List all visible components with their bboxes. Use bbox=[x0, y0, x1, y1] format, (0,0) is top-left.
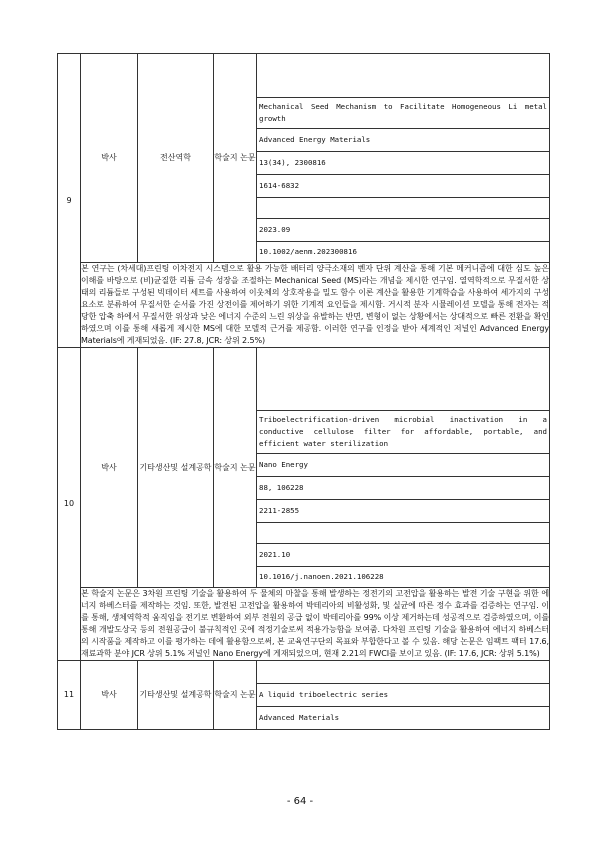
record-9-top-row bbox=[58, 54, 550, 98]
publication-date: 2021.10 bbox=[259, 550, 291, 559]
publication-type-cell: 학술지 논문 bbox=[214, 54, 257, 263]
publication-type-cell: 학술지 논문 bbox=[214, 348, 257, 588]
issn: 1614-6832 bbox=[259, 181, 300, 190]
record-number: 10 bbox=[58, 348, 81, 661]
summary-text: 본 학술지 논문은 3차원 프린팅 기술을 활용하여 두 물체의 마찰을 통해 발생하는 정전기의 고전압을 활용하는 발전 기술 구현을 위한 에너지 하베스터를 제작하는 것임. 또한, 발전된 고전압을 활용하여 박테리아의 비활성화, 및 실균에 따른 정수 효과를 검증하는 연구임. 이를 통해, 생체역학적 움직임을 전기로 변환하여 외부 전원의 공급 없이 박테리아를 99% 이상 제거하는데 성공적으로 검증하였으며, 이를 통해 개발도상국 등의 전원공급이 불규칙적인 곳에 적정기술로써 적용가능함을 보여줌. 다차원 프린팅 기술을 활용하여 에너지 하베스터의 시작품을 제작하고 이를 평가하는 데에 활용함으로써, 본 교육연구단의 목표와 부합한다고 볼 수 있음. 해당 논문은 임팩트 팩터 17.6, 재료과학 분야 JCR 상위 5.1% 저널인 Nano Energy에 게재되었으며, 현재 2.21의 FWCI를 보이고 있음. (IF: 17.6, JCR: 상위 5.1%) bbox=[81, 588, 550, 661]
doi: 10.1016/j.nanoen.2021.106228 bbox=[259, 572, 384, 581]
degree-cell: 박사 bbox=[81, 661, 138, 730]
paper-title: A liquid triboelectric series bbox=[259, 690, 389, 699]
journal-name: Advanced Energy Materials bbox=[259, 135, 371, 144]
field-cell: 전산역학 bbox=[138, 54, 214, 263]
publication-date: 2023.09 bbox=[259, 225, 291, 234]
field-cell: 기타생산및 설계공학 bbox=[138, 348, 214, 588]
empty-cell bbox=[257, 348, 550, 411]
empty-cell bbox=[257, 54, 550, 98]
journal-name: Advanced Materials bbox=[259, 713, 340, 722]
record-11-top-row bbox=[58, 661, 550, 684]
issn: 2211-2855 bbox=[259, 506, 300, 515]
record-number: 11 bbox=[58, 661, 81, 730]
degree-cell: 박사 bbox=[81, 54, 138, 263]
research-record-table bbox=[57, 53, 550, 730]
field-cell: 기타생산및 설계공학 bbox=[138, 661, 214, 730]
doi: 10.1002/aenm.202300816 bbox=[259, 247, 357, 256]
summary-text: 본 연구는 (차세대)프린팅 이차전지 시스템으로 활용 가능한 배터리 양극소재의 벤자 단위 계산을 통해 기본 메커니즘에 대한 심도 높은 이해를 바탕으로 (비)균질한 리튬 금속 성장을 조절하는 Mechanical Seed (MS)라는 개념을 제시한 연구임. 열역학적으로 무질서한 상태의 리튬들로 구성된 빅데이터 세트를 사용하여 이웃체의 상호작용을 밀도 함수 이론 계산을 활용한 기계학습을 사용하여 세가지의 구성 요소로 분류하여 무질서한 순서를 가진 상전이를 제어하기 위한 기계적 요인들을 제시함. 거시적 분자 시뮬레이션 모델을 통해 전자는 적당한 압축 하에서 무질서한 위상과 낮은 에너지 수준의 느린 위상을 유발하는 반면, 변형이 없는 상황에서는 상대적으로 빠른 전환을 확인하였으며 이를 통해 새롭게 제시한 MS에 대한 모델적 근거를 제공함. 이러한 연구를 인정을 받아 세계적인 저널인 Advanced Energy Materials에 게재되었음. (IF: 27.8, JCR: 상위 2.5%) bbox=[81, 263, 550, 348]
paper-title: Mechanical Seed Mechanism to Facilitate Homogeneous Li metal growth bbox=[259, 102, 547, 123]
degree-cell: 박사 bbox=[81, 348, 138, 588]
page-number: - 64 - bbox=[286, 796, 314, 807]
record-10-top-row bbox=[58, 348, 550, 411]
publication-type-cell: 학술지 논문 bbox=[214, 661, 257, 730]
empty-field bbox=[257, 530, 549, 536]
record-number: 9 bbox=[58, 54, 81, 348]
empty-cell bbox=[257, 661, 550, 684]
journal-name: Nano Energy bbox=[259, 460, 308, 469]
volume-pages: 13(34), 2300816 bbox=[259, 158, 326, 167]
paper-title: Triboelectrification-driven microbial inactivation in a conductive cellulose filter for affordable, portable, and efficient water sterilization bbox=[259, 415, 547, 448]
volume-pages: 88, 106228 bbox=[259, 483, 304, 492]
empty-field bbox=[257, 205, 549, 211]
